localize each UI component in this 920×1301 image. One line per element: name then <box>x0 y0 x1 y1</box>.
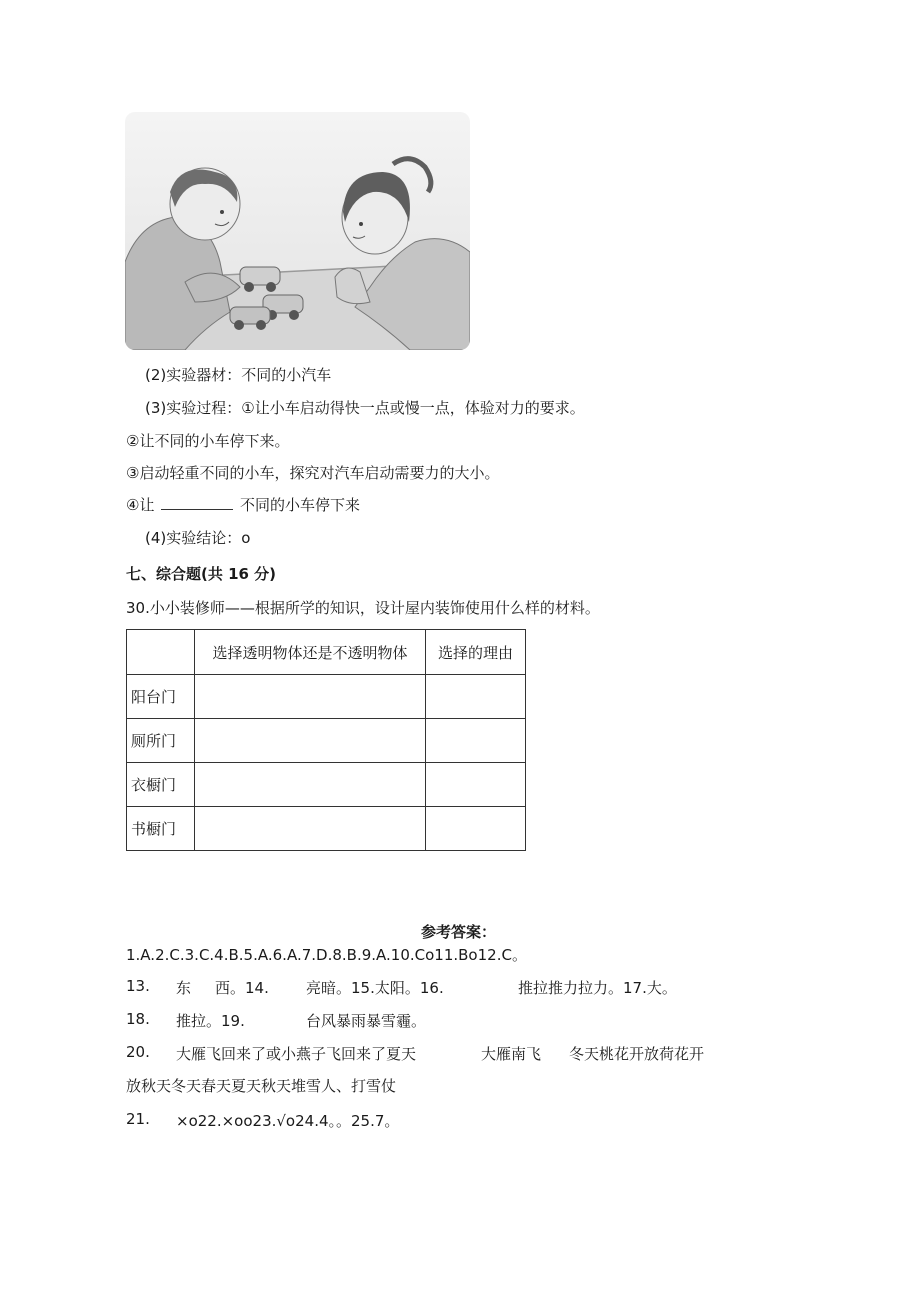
answer-text: 推拉。19. <box>176 1012 245 1030</box>
reason-cell[interactable] <box>426 719 526 763</box>
table-row <box>127 807 526 851</box>
table-row <box>127 763 526 807</box>
section-heading: 七、综合题(共 16 分) <box>126 565 277 583</box>
answers-title: 参考答案： <box>421 923 497 941</box>
children-experimenting-with-toy-cars-icon <box>125 112 470 350</box>
experiment-step-4 <box>126 494 360 515</box>
table-header-cell: 选择透明物体还是不透明物体 <box>195 630 426 675</box>
table-row <box>127 719 526 763</box>
table-header-cell: 选择的理由 <box>426 630 526 675</box>
answer-cell[interactable] <box>195 763 426 807</box>
answer-text: 推拉推力拉力。17.大。 <box>518 979 677 997</box>
table-row <box>127 675 526 719</box>
answer-text: 台风暴雨暴雪霾。 <box>306 1012 427 1030</box>
experiment-illustration <box>125 112 470 350</box>
answer-text: 冬天桃花开放荷花开 <box>569 1045 705 1063</box>
row-label: 厕所门 <box>127 719 195 763</box>
answer-number: 20. <box>126 1043 150 1061</box>
step-4-prefix: ④让 <box>126 496 155 514</box>
experiment-step-3: ③启动轻重不同的小车，探究对汽车启动需要力的大小。 <box>126 464 500 482</box>
step-4-blank[interactable] <box>161 495 233 510</box>
experiment-step-2: ②让不同的小车停下来。 <box>126 432 290 450</box>
answer-cell[interactable] <box>195 807 426 851</box>
answer-cell[interactable] <box>195 719 426 763</box>
experiment-process: (3)实验过程：①让小车启动得快一点或慢一点，体验对力的要求。 <box>145 399 585 417</box>
question-30: 30.小小装修师——根据所学的知识，设计屋内装饰使用什么样的材料。 <box>126 599 600 617</box>
answer-text: 东 <box>176 979 192 997</box>
answer-number: 18. <box>126 1010 150 1028</box>
answer-text: 西。14. <box>215 979 269 997</box>
answer-text: 大雁飞回来了或小燕子飞回来了夏天 <box>176 1045 417 1063</box>
row-label: 衣橱门 <box>127 763 195 807</box>
step-4-suffix: 不同的小车停下来 <box>240 496 361 514</box>
reason-cell[interactable] <box>426 807 526 851</box>
answer-text: 大雁南飞 <box>481 1045 542 1063</box>
materials-table <box>126 629 526 851</box>
answers-line-5: 放秋天冬天春天夏天秋天堆雪人、打雪仗 <box>126 1077 397 1095</box>
reason-cell[interactable] <box>426 763 526 807</box>
table-header-cell <box>127 630 195 675</box>
answers-line-1: 1.A.2.C.3.C.4.B.5.A.6.A.7.D.8.B.9.A.10.Co11.Bo12.C。 <box>126 946 527 964</box>
row-label: 书橱门 <box>127 807 195 851</box>
experiment-conclusion: (4)实验结论：o <box>145 529 251 547</box>
table-header-row <box>127 630 526 675</box>
answer-cell[interactable] <box>195 675 426 719</box>
answer-text: ×o22.×oo23.√o24.4。。25.7。 <box>176 1112 400 1130</box>
experiment-materials: (2)实验器材：不同的小汽车 <box>145 366 332 384</box>
row-label: 阳台门 <box>127 675 195 719</box>
reason-cell[interactable] <box>426 675 526 719</box>
answer-text: 亮暗。15.太阳。16. <box>306 979 444 997</box>
answer-number: 13. <box>126 977 150 995</box>
answer-number: 21. <box>126 1110 150 1128</box>
